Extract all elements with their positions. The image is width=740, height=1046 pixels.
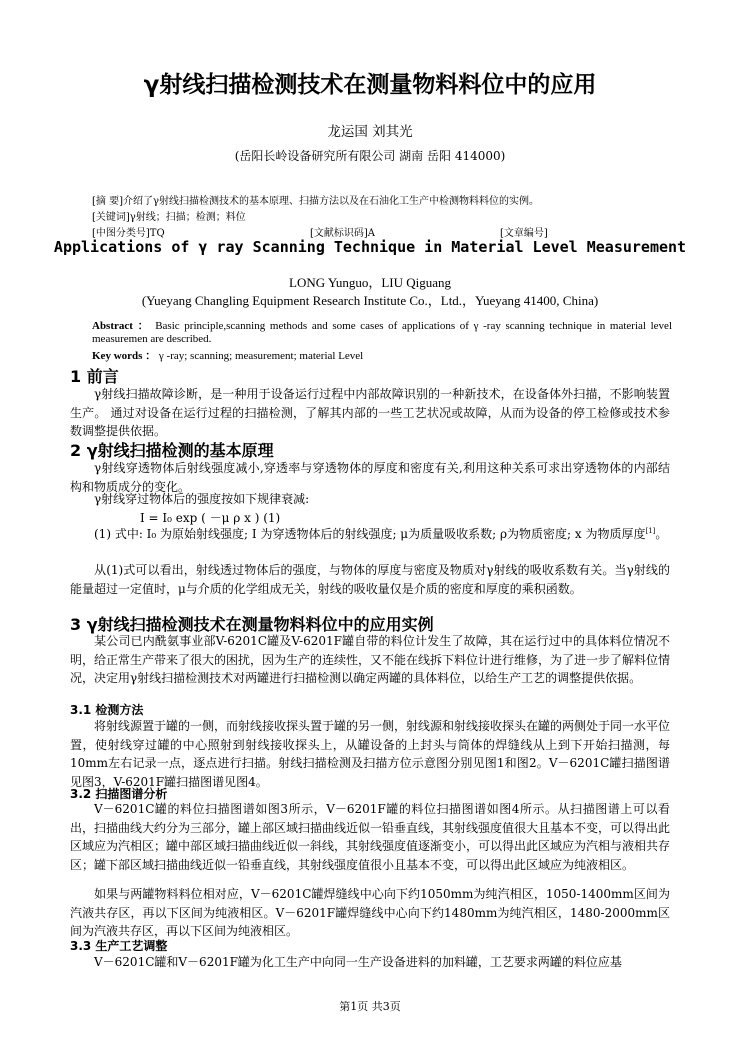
affiliation-cn: (岳阳长岭设备研究所有限公司 湖南 岳阳 414000) (234, 149, 506, 163)
section-2-paragraph-3 (70, 525, 670, 544)
abstract-en-label: Abstract ： (92, 320, 151, 332)
section-3-2-paragraph-2 (70, 885, 670, 941)
section-2-heading: 2 γ射线扫描检测的基本原理 (70, 441, 274, 460)
section-1-paragraph-text: γ射线扫描故障诊断，是一种用于设备运行过程中内部故障识别的一种新技术，在设备体外扫描，不影响装置生产。 通过对设备在运行过程的扫描检测，了解其内部的一些工艺状况或故障，从而为设备的停工检修或技术参数调整提供依据。 (70, 387, 670, 439)
section-3-heading: 3 γ射线扫描检测技术在测量物料料位中的应用实例 (70, 615, 434, 634)
section-3-paragraph-text: 某公司已内酰氨事业部V-6201C罐及V-6201F罐自带的料位计发生了故障，其在运行过中的具体料位情况不明，给正常生产带来了很大的困扰，因为生产的连续性，又不能在线拆下料位计进行维修，为了进一步了解料位情况，决定用γ射线扫描检测技术对两罐进行扫描检测以确定两罐的具体料位，以给生产工艺的调整提供依据。 (70, 634, 671, 686)
section-3-paragraph (70, 632, 670, 688)
section-3-2-paragraph-1 (70, 800, 670, 874)
section-3-2-paragraph-2-text: 如果与两罐物料料位相对应，V－6201C罐焊缝线中心向下约1050mm为纯汽相区，1050-1400mm区间为汽液共存区，再以下区间为纯液相区。V－6201F罐焊缝线中心向下约1480mm为纯汽相区，1480-2000mm区间为汽液共存区，再以下区间为纯液相区。 (70, 887, 670, 939)
section-3-3-heading: 3.3 生产工艺调整 (70, 939, 168, 953)
abstract-cn: [摘 要]介绍了γ射线扫描检测技术的基本原理、扫描方法以及在石油化工生产中检测物料料位的实例。 (92, 196, 539, 207)
page-footer: 第1页 共3页 (339, 1000, 401, 1013)
title-en: Applications of γ ray Scanning Technique in Material Level Measurement (53, 238, 687, 256)
section-2-paragraph-4-text: 从(1)式可以看出，射线透过物体后的强度，与物体的厚度与密度及物质对γ射线的吸收系数有关。当γ射线的能量超过一定值时，μ与介质的化学组成无关，射线的吸收量仅是介质的密度和厚度的乘积函数。 (70, 563, 670, 596)
authors-en: LONG Yunguo，LIU Qiguang (289, 275, 451, 290)
keywords-en-text: γ -ray; scanning; measurement; material Level (158, 350, 364, 362)
keywords-cn: [关键词]γ射线；扫描；检测；料位 (92, 212, 246, 223)
section-3-2-paragraph-1-text: V－6201C罐的料位扫描图谱如图3所示，V－6201F罐的料位扫描图谱如图4所示。从扫描图谱上可以看出，扫描曲线大约分为三部分，罐上部区域扫描曲线近似一铅垂直线，其射线强度值很大且基本不变，可以得出此区域应为汽相区；罐中部区域扫描曲线近似一斜线，其射线强度值逐渐变小，可以得出此区域应为汽相与液相共存区；罐下部区域扫描曲线近似一铅垂直线，其射线强度值很小且基本不变，可以得出此区域应为纯液相区。 (70, 802, 671, 872)
section-3-1-heading: 3.1 检测方法 (70, 703, 144, 717)
section-3-3-paragraph-text: V－6201C罐和V－6201F罐为化工生产中向同一生产设备进料的加料罐，工艺要求两罐的料位应基 (94, 955, 622, 969)
section-3-2-heading: 3.2 扫描图谱分析 (70, 787, 168, 801)
paper-title: γ射线扫描检测技术在测量物料料位中的应用 (143, 72, 597, 98)
authors-cn: 龙运国 刘其光 (327, 124, 413, 140)
equation-1: I = I₀ exp ( －μ ρ x ) (1) (140, 511, 281, 525)
keywords-en-label: Key words ： (92, 350, 157, 362)
affiliation-en: (Yueyang Changling Equipment Research Institute Co.，Ltd.，Yueyang 41400, China) (141, 293, 599, 308)
section-2-paragraph-2 (70, 490, 670, 509)
article-number: [文章编号] (500, 228, 548, 239)
classification-number: [中图分类号]TQ (92, 228, 165, 239)
section-1-heading: 1 前言 (70, 367, 119, 386)
reference-marker: [1] (645, 527, 656, 535)
section-3-1-paragraph (70, 717, 670, 791)
document-code: [文献标识码]A (310, 228, 376, 239)
section-2-paragraph-3-end: 。 (655, 527, 668, 541)
section-2-paragraph-3-text: (1) 式中: I₀ 为原始射线强度; I 为穿透物体后的射线强度; μ为质量吸收系数; ρ为物质密度; x 为物质厚度 (94, 527, 646, 541)
section-2-paragraph-1-text: γ射线穿透物体后射线强度减小,穿透率与穿透物体的厚度和密度有关,利用这种关系可求出穿透物体的内部结构和物质成分的变化。 (70, 461, 670, 494)
section-2-paragraph-2-text: γ射线穿过物体后的强度按如下规律衰减: (94, 492, 310, 506)
section-3-1-paragraph-text: 将射线源置于罐的一侧，而射线接收探头置于罐的另一侧，射线源和射线接收探头在罐的两侧处于同一水平位置，使射线穿过罐的中心照射到射线接收探头上，从罐设备的上封头与筒体的焊缝线从上到下开始扫描测，每10mm左右记录一点，逐点进行扫描。射线扫描检测及扫描方位示意图分别见图1和图2。V－6201C罐扫描图谱见图3，V-6201F罐扫描图谱见图4。 (70, 719, 671, 789)
section-3-3-paragraph (70, 953, 670, 972)
section-2-paragraph-4 (70, 561, 670, 598)
abstract-en-text: Basic principle,scanning methods and some cases of applications of γ -ray scanning technique in material level measuremen are described. (92, 320, 672, 345)
keywords-en (92, 347, 363, 363)
section-1-paragraph (70, 385, 670, 441)
abstract-en (92, 320, 672, 346)
